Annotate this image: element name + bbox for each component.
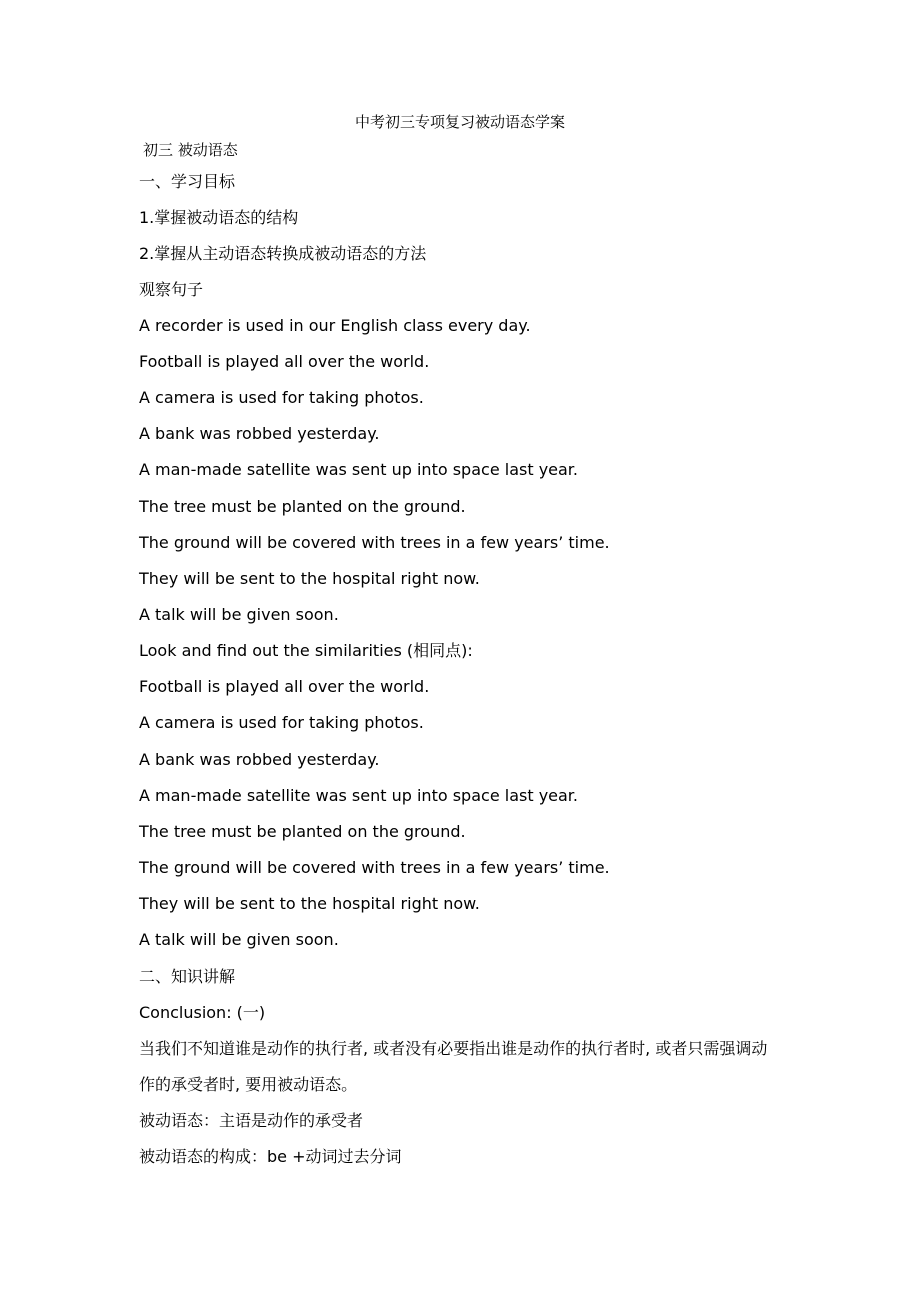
example-sentence: They will be sent to the hospital right now. xyxy=(139,569,480,588)
document-subtitle: 初三 被动语态 xyxy=(143,141,238,159)
example-sentence: A recorder is used in our English class every day. xyxy=(139,316,531,335)
section-heading-knowledge: 二、知识讲解 xyxy=(139,967,236,986)
example-sentence: The ground will be covered with trees in a few years’ time. xyxy=(139,533,610,552)
example-sentence: The tree must be planted on the ground. xyxy=(139,497,466,516)
text-line: Conclusion: (一) xyxy=(139,1003,266,1022)
text-line: Look and find out the similarities (相同点): xyxy=(139,641,473,660)
example-sentence: A man-made satellite was sent up into space last year. xyxy=(139,460,578,479)
example-sentence: A camera is used for taking photos. xyxy=(139,713,424,732)
text-line: 作的承受者时, 要用被动语态。 xyxy=(139,1075,358,1094)
document-title: 中考初三专项复习被动语态学案 xyxy=(354,113,565,131)
text-line: 2.掌握从主动语态转换成被动语态的方法 xyxy=(139,244,427,263)
example-sentence: A camera is used for taking photos. xyxy=(139,388,424,407)
example-sentence: A bank was robbed yesterday. xyxy=(139,750,380,769)
example-sentence: The tree must be planted on the ground. xyxy=(139,822,466,841)
example-sentence: A man-made satellite was sent up into space last year. xyxy=(139,786,578,805)
example-sentence: Football is played all over the world. xyxy=(139,677,430,696)
example-sentence: A talk will be given soon. xyxy=(139,930,339,949)
text-line: 当我们不知道谁是动作的执行者, 或者没有必要指出谁是动作的执行者时, 或者只需强调动 xyxy=(139,1039,768,1058)
section-heading-objectives: 一、学习目标 xyxy=(139,172,236,191)
text-line: 观察句子 xyxy=(139,280,204,299)
example-sentence: Football is played all over the world. xyxy=(139,352,430,371)
example-sentence: A bank was robbed yesterday. xyxy=(139,424,380,443)
text-line: 1.掌握被动语态的结构 xyxy=(139,208,299,227)
text-line: 被动语态的构成：be +动词过去分词 xyxy=(139,1147,402,1166)
example-sentence: A talk will be given soon. xyxy=(139,605,339,624)
text-line: 被动语态：主语是动作的承受者 xyxy=(139,1111,364,1130)
example-sentence: They will be sent to the hospital right now. xyxy=(139,894,480,913)
example-sentence: The ground will be covered with trees in a few years’ time. xyxy=(139,858,610,877)
